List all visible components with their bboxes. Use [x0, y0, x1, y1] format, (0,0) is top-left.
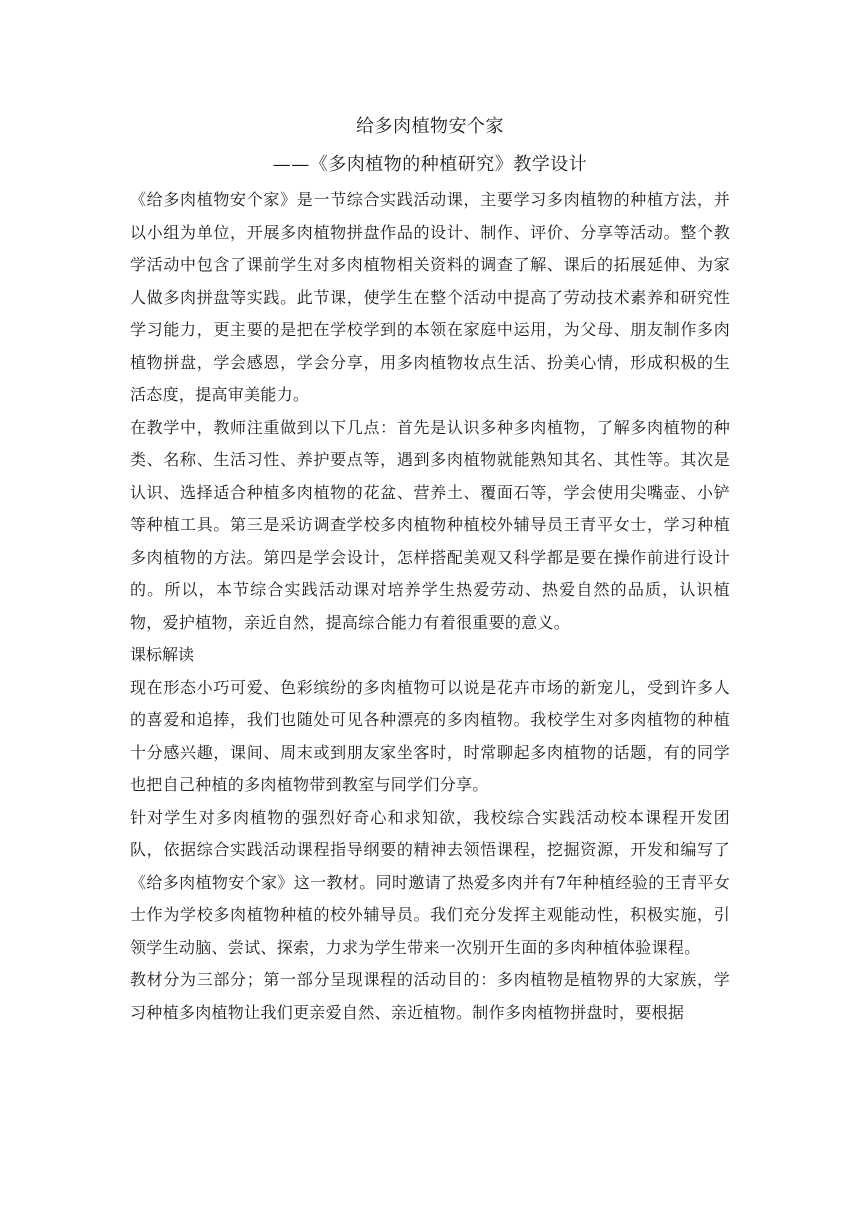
section-heading: 课标解读	[130, 645, 195, 664]
section-paragraph-3: 教材分为三部分；第一部分呈现课程的活动目的：多肉植物是植物界的大家族，学习种植多肉植物让我们更亲爱自然、亲近植物。制作多肉植物拼盘时，要根据	[130, 970, 730, 1022]
section-paragraph-1: 现在形态小巧可爱、色彩缤纷的多肉植物可以说是花卉市场的新宠儿，受到许多人的喜爱和追捧，我们也随处可见各种漂亮的多肉植物。我校学生对多肉植物的种植十分感兴趣，课间、周末或到朋友家坐客时，时常聊起多肉植物的话题，有的同学也把自己种植的多肉植物带到教室与同学们分享。	[130, 677, 730, 794]
section-paragraph-2: 针对学生对多肉植物的强烈好奇心和求知欲，我校综合实践活动校本课程开发团队，依据综合实践活动课程指导纲要的精神去领悟课程，挖掘资源，开发和编写了《给多肉植物安个家》这一教材。同时邀请了热爱多肉并有7年种植经验的王青平女士作为学校多肉植物种植的校外辅导员。我们充分发挥主观能动性，积极实施，引领学生动脑、尝试、探索，力求为学生带来一次别开生面的多肉种植体验课程。	[130, 807, 730, 957]
document-title: 给多肉植物安个家	[356, 116, 504, 137]
document-subtitle: ——《多肉植物的种植研究》教学设计	[272, 154, 588, 175]
intro-paragraph-1: 《给多肉植物安个家》是一节综合实践活动课，主要学习多肉植物的种植方法，并以小组为单位，开展多肉植物拼盘作品的设计、制作、评价、分享等活动。整个教学活动中包含了课前学生对多肉植物相关资料的调查了解、课后的拓展延伸、为家人做多肉拼盘等实践。此节课，使学生在整个活动中提高了劳动技术素养和研究性学习能力，更主要的是把在学校学到的本领在家庭中运用，为父母、朋友制作多肉植物拼盘，学会感恩，学会分享，用多肉植物妆点生活、扮美心情，形成积极的生活态度，提高审美能力。	[130, 190, 730, 404]
intro-paragraph-2: 在教学中，教师注重做到以下几点：首先是认识多种多肉植物，了解多肉植物的种类、名称、生活习性、养护要点等，遇到多肉植物就能熟知其名、其性等。其次是认识、选择适合种植多肉植物的花盆、营养土、覆面石等，学会使用尖嘴壶、小铲等种植工具。第三是采访调查学校多肉植物种植校外辅导员王青平女士，学习种植多肉植物的方法。第四是学会设计，怎样搭配美观又科学都是要在操作前进行设计的。所以，本节综合实践活动课对培养学生热爱劳动、热爱自然的品质，认识植物，爱护植物，亲近自然，提高综合能力有着很重要的意义。	[130, 417, 730, 632]
document-page	[130, 108, 730, 1029]
